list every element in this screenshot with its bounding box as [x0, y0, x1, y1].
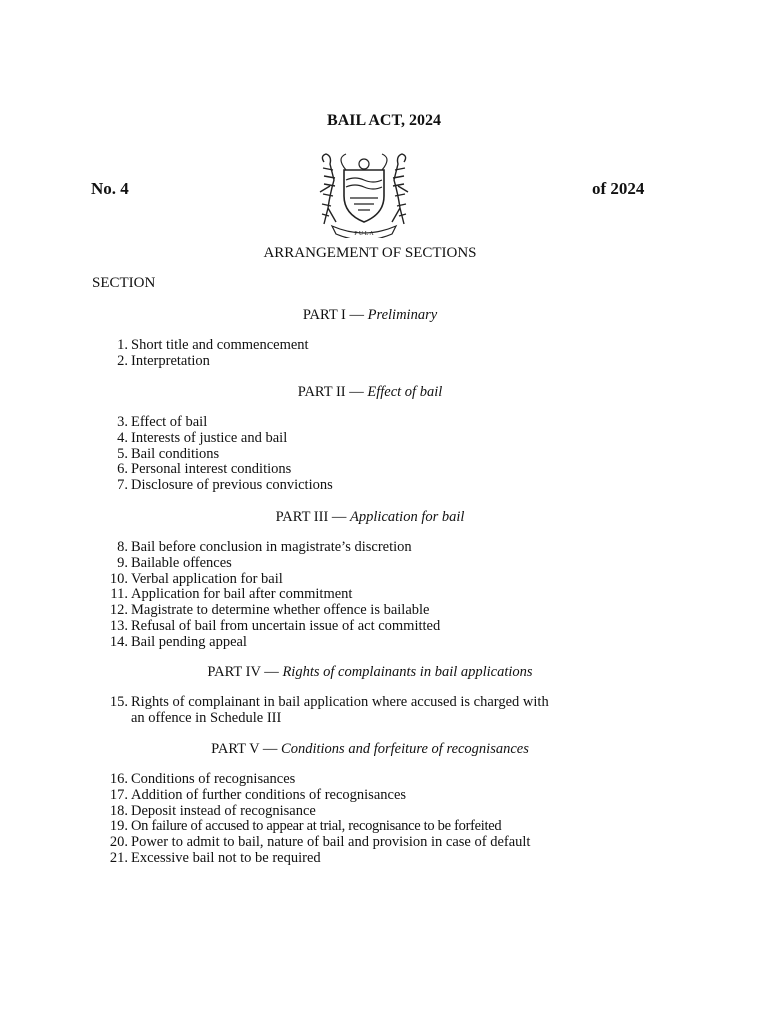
- section-title: Addition of further conditions of recognisances: [131, 786, 407, 803]
- part-prefix: PART I —: [302, 307, 368, 323]
- act-title: BAIL ACT, 2024: [327, 112, 441, 129]
- section-list: [104, 772, 574, 867]
- section-title: Bail before conclusion in magistrate’s discretion: [131, 539, 412, 555]
- list-item: [104, 478, 574, 494]
- list-item: [104, 603, 574, 619]
- list-item: [104, 540, 574, 556]
- section-number: 2.: [117, 352, 128, 369]
- section-number: 16.: [109, 771, 128, 787]
- section-number: 17.: [109, 786, 128, 803]
- section-list: [104, 338, 574, 370]
- section-title: Disclosure of previous convictions: [131, 477, 333, 494]
- part-prefix: PART IV —: [207, 664, 283, 680]
- section-number: 3.: [117, 414, 128, 430]
- act-number: No. 4: [91, 179, 129, 198]
- part-heading: [0, 664, 740, 681]
- section-number: 18.: [109, 802, 128, 819]
- part-title: Rights of complainants in bail applications: [282, 664, 533, 680]
- list-item: [104, 462, 574, 478]
- section-title: Rights of complainant in bail application where accused is charged with an offence in Schedule III: [131, 694, 549, 726]
- section-title: Bailable offences: [131, 554, 232, 571]
- act-year: of 2024: [592, 179, 645, 198]
- section-number: 7.: [117, 477, 128, 494]
- list-item: [104, 851, 574, 867]
- list-item: [104, 835, 574, 851]
- list-item: [104, 556, 574, 572]
- section-number: 1.: [117, 337, 128, 353]
- coat-of-arms-icon: [306, 150, 422, 238]
- list-item: [104, 619, 574, 635]
- section-title: Interpretation: [131, 352, 210, 369]
- section-number: 4.: [117, 429, 128, 446]
- list-item: [104, 587, 574, 603]
- part-heading: [0, 741, 740, 758]
- list-item: [104, 415, 574, 431]
- part-heading: [0, 307, 740, 324]
- section-number: 14.: [109, 633, 128, 650]
- part-title: Application for bail: [350, 509, 465, 525]
- section-number: 12.: [109, 602, 128, 619]
- part-title: Effect of bail: [367, 384, 443, 400]
- part-heading: [0, 384, 740, 401]
- section-number: 10.: [109, 570, 128, 587]
- svg-text:P U L A: P U L A: [354, 231, 374, 237]
- section-title: Effect of bail: [131, 414, 208, 430]
- list-item: [104, 338, 574, 354]
- section-label: SECTION: [92, 275, 156, 291]
- section-number: 11.: [110, 586, 128, 603]
- section-number: 5.: [117, 445, 128, 462]
- list-item: [104, 447, 574, 463]
- section-title: Excessive bail not to be required: [131, 849, 321, 866]
- section-list: [104, 540, 574, 651]
- list-item: [104, 772, 574, 788]
- section-title: On failure of accused to appear at trial, recognisance to be forfeited: [131, 818, 502, 835]
- list-item: [104, 695, 564, 727]
- arrangement-heading: ARRANGEMENT OF SECTIONS: [263, 245, 477, 261]
- section-list: [104, 415, 574, 494]
- section-title: Deposit instead of recognisance: [131, 802, 316, 819]
- section-number: 20.: [109, 834, 128, 851]
- part-prefix: PART III —: [275, 509, 351, 525]
- part-title: Preliminary: [367, 307, 438, 323]
- part-prefix: PART II —: [297, 384, 368, 400]
- list-item: [104, 354, 574, 370]
- list-item: [104, 431, 574, 447]
- section-number: 19.: [109, 818, 128, 835]
- section-title: Bail conditions: [131, 445, 220, 462]
- section-number: 15.: [109, 694, 128, 710]
- section-number: 9.: [117, 554, 128, 571]
- section-title: Bail pending appeal: [131, 633, 247, 650]
- section-title: Short title and commencement: [131, 337, 309, 353]
- section-title: Interests of justice and bail: [131, 429, 288, 446]
- list-item: [104, 804, 574, 820]
- section-title: Magistrate to determine whether offence is bailable: [131, 602, 430, 619]
- list-item: [104, 788, 574, 804]
- section-number: 21.: [109, 849, 128, 866]
- section-title: Personal interest conditions: [131, 461, 292, 478]
- section-number: 13.: [109, 617, 128, 634]
- section-title: Verbal application for bail: [131, 570, 283, 587]
- part-heading: [0, 509, 740, 526]
- list-item: [104, 635, 574, 651]
- section-list: [104, 695, 564, 727]
- section-title: Power to admit to bail, nature of bail and provision in case of default: [131, 834, 531, 851]
- list-item: [104, 819, 574, 835]
- section-number: 8.: [117, 539, 128, 555]
- section-number: 6.: [117, 461, 128, 478]
- part-prefix: PART V —: [211, 741, 282, 757]
- section-title: Conditions of recognisances: [131, 771, 296, 787]
- part-title: Conditions and forfeiture of recognisances: [281, 741, 529, 757]
- list-item: [104, 572, 574, 588]
- section-title: Application for bail after commitment: [131, 586, 353, 603]
- section-title: Refusal of bail from uncertain issue of act committed: [131, 617, 441, 634]
